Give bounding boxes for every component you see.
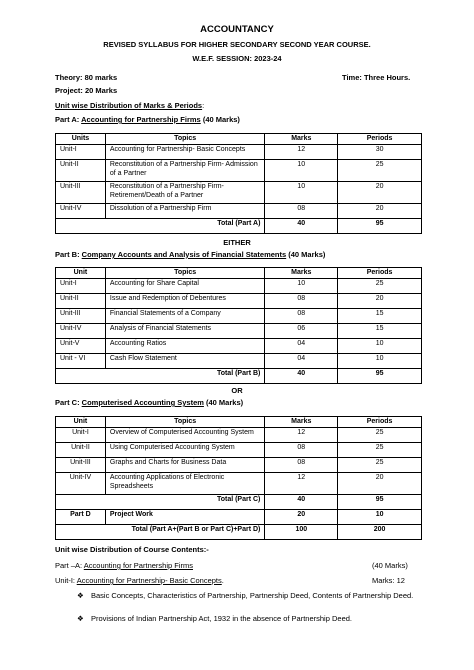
total-marks: 40 [265,218,338,233]
unit-cell: Unit-IV [56,203,106,218]
unit-cell: Unit-I [56,278,106,293]
marks-cell: 12 [265,144,338,159]
total-marks: 40 [265,368,338,383]
unit-cell: Unit-I [56,427,106,442]
unit-cell: Unit-III [56,457,106,472]
marks-cell: 08 [265,203,338,218]
topic-cell: Dissolution of a Partnership Firm [105,203,265,218]
part-c-heading [55,398,243,407]
marks-cell: 08 [265,457,338,472]
grand-total-label: Total (Part A+(Part B or Part C)+Part D) [56,524,265,539]
unit-cell: Unit-III [56,308,106,323]
total-periods: 95 [338,494,422,509]
periods-cell: 20 [338,293,422,308]
marks-cell: 04 [265,338,338,353]
part-d-row [56,509,422,524]
table-row [56,308,422,323]
periods-cell: 25 [338,442,422,457]
periods-cell: 25 [338,427,422,442]
table-row [56,472,422,494]
marks-cell: 12 [265,472,338,494]
either-label: EITHER [223,238,251,247]
col-header: Topics [105,417,265,428]
col-header: Marks [265,417,338,428]
part-b-heading [55,250,325,259]
table-row [56,203,422,218]
table-header-row [56,134,422,145]
total-periods: 95 [338,218,422,233]
unit-cell: Unit - VI [56,353,106,368]
col-header: Topics [105,268,265,279]
total-label: Total (Part A) [56,218,265,233]
topic-cell: Reconstitution of a Partnership Firm- Retirement/Death of a Partner [105,181,265,203]
contents-unit-1-prefix: Unit-I: [55,576,77,585]
bullet-item [77,590,421,601]
part-a-heading [55,115,240,124]
contents-part-a-marks: (40 Marks) [372,561,408,570]
topic-cell: Accounting for Share Capital [105,278,265,293]
periods-cell: 10 [338,509,422,524]
total-label: Total (Part C) [56,494,265,509]
topic-cell: Accounting for Partnership- Basic Concepts [105,144,265,159]
table-row [56,457,422,472]
table-row [56,181,422,203]
topic-cell: Using Computerised Accounting System [105,442,265,457]
total-row [56,218,422,233]
col-header: Marks [265,134,338,145]
topic-cell: Accounting Applications of Electronic Spreadsheets [105,472,265,494]
periods-cell: 30 [338,144,422,159]
theory-marks: Theory: 80 marks [55,73,118,82]
table-row [56,293,422,308]
periods-cell: 25 [338,159,422,181]
part-a-prefix: Part A: [55,115,82,124]
periods-cell: 10 [338,338,422,353]
diamond-bullet-icon: ❖ [77,591,84,600]
part-a-table [55,133,422,234]
part-b-suffix: (40 Marks) [286,250,326,259]
marks-cell: 08 [265,293,338,308]
unit-cell: Unit-I [56,144,106,159]
unit-cell: Unit-II [56,159,106,181]
table-row [56,338,422,353]
periods-cell: 25 [338,278,422,293]
marks-cell: 10 [265,159,338,181]
marks-cell: 12 [265,427,338,442]
part-c-title: Computerised Accounting System [81,398,204,407]
col-header: Periods [338,134,422,145]
doc-subtitle: REVISED SYLLABUS FOR HIGHER SECONDARY SECOND YEAR COURSE. [103,40,371,49]
part-c-suffix: (40 Marks) [203,398,244,407]
topic-cell: Overview of Computerised Accounting System [105,427,265,442]
contents-unit-1-title: Accounting for Partnership- Basic Concepts [76,576,222,585]
col-header: Periods [338,417,422,428]
marks-cell: 20 [265,509,338,524]
col-header: Units [56,134,106,145]
bullet-text: Basic Concepts, Characteristics of Partnership, Partnership Deed, Contents of Partnership Deed. [91,591,414,600]
marks-cell: 10 [265,181,338,203]
periods-cell: 20 [338,181,422,203]
topic-cell: Graphs and Charts for Business Data [105,457,265,472]
total-row [56,494,422,509]
session-line: W.E.F. SESSION: 2023-24 [192,54,282,63]
marks-cell: 06 [265,323,338,338]
topic-cell: Analysis of Financial Statements [105,323,265,338]
time-allowed: Time: Three Hours. [342,73,411,82]
periods-cell: 25 [338,457,422,472]
table-row [56,144,422,159]
contents-part-a-title: Accounting for Partnership Firms [83,561,193,570]
part-b-table [55,267,422,384]
topic-cell: Issue and Redemption of Debentures [105,293,265,308]
unit-cell: Unit-II [56,293,106,308]
diamond-bullet-icon: ❖ [77,614,84,623]
topic-cell: Project Work [105,509,265,524]
periods-cell: 15 [338,323,422,338]
grand-total-row [56,524,422,539]
topic-cell: Financial Statements of a Company [105,308,265,323]
unit-cell: Unit-IV [56,323,106,338]
table-row [56,323,422,338]
marks-cell: 08 [265,442,338,457]
grand-total-periods: 200 [338,524,422,539]
total-periods: 95 [338,368,422,383]
table-header-row [56,268,422,279]
part-c-prefix: Part C: [55,398,82,407]
part-b-prefix: Part B: [55,250,82,259]
unit-cell: Unit-IV [56,472,106,494]
periods-cell: 20 [338,472,422,494]
table-row [56,427,422,442]
table-row [56,353,422,368]
col-header: Marks [265,268,338,279]
col-header: Unit [56,268,106,279]
table-header-row [56,417,422,428]
bullet-text: Provisions of Indian Partnership Act, 1932 in the absence of Partnership Deed. [91,614,352,623]
contents-part-a [55,561,193,570]
topic-cell: Cash Flow Statement [105,353,265,368]
total-marks: 40 [265,494,338,509]
col-header: Periods [338,268,422,279]
contents-heading: Unit wise Distribution of Course Contents:- [55,545,209,554]
part-c-table [55,416,422,540]
contents-part-a-prefix: Part –A: [55,561,84,570]
bullet-item [77,613,421,624]
part-b-title: Company Accounts and Analysis of Financial Statements [81,250,287,259]
contents-unit-1-marks: Marks: 12 [372,576,405,585]
part-a-suffix: (40 Marks) [200,115,240,124]
marks-cell: 04 [265,353,338,368]
or-label: OR [231,386,243,395]
unit-cell: Unit-III [56,181,106,203]
periods-cell: 15 [338,308,422,323]
periods-cell: 10 [338,353,422,368]
unit-cell: Part D [56,509,106,524]
distribution-heading: Unit wise Distribution of Marks & Periods: [55,101,205,110]
topic-cell: Accounting Ratios [105,338,265,353]
table-row [56,159,422,181]
unit-cell: Unit-II [56,442,106,457]
topic-cell: Reconstitution of a Partnership Firm- Admission of a Partner [105,159,265,181]
periods-cell: 20 [338,203,422,218]
contents-unit-1 [55,576,224,585]
distribution-heading-text: Unit wise Distribution of Marks & Periods [55,101,203,110]
part-a-title: Accounting for Partnership Firms [81,115,201,124]
total-row [56,368,422,383]
marks-cell: 08 [265,308,338,323]
total-label: Total (Part B) [56,368,265,383]
contents-unit-1-suffix: . [221,576,224,585]
col-header: Unit [56,417,106,428]
doc-title: ACCOUNTANCY [200,24,274,35]
col-header: Topics [105,134,265,145]
unit-cell: Unit-V [56,338,106,353]
grand-total-marks: 100 [265,524,338,539]
table-row [56,278,422,293]
project-marks: Project: 20 Marks [55,86,118,95]
table-row [56,442,422,457]
marks-cell: 10 [265,278,338,293]
